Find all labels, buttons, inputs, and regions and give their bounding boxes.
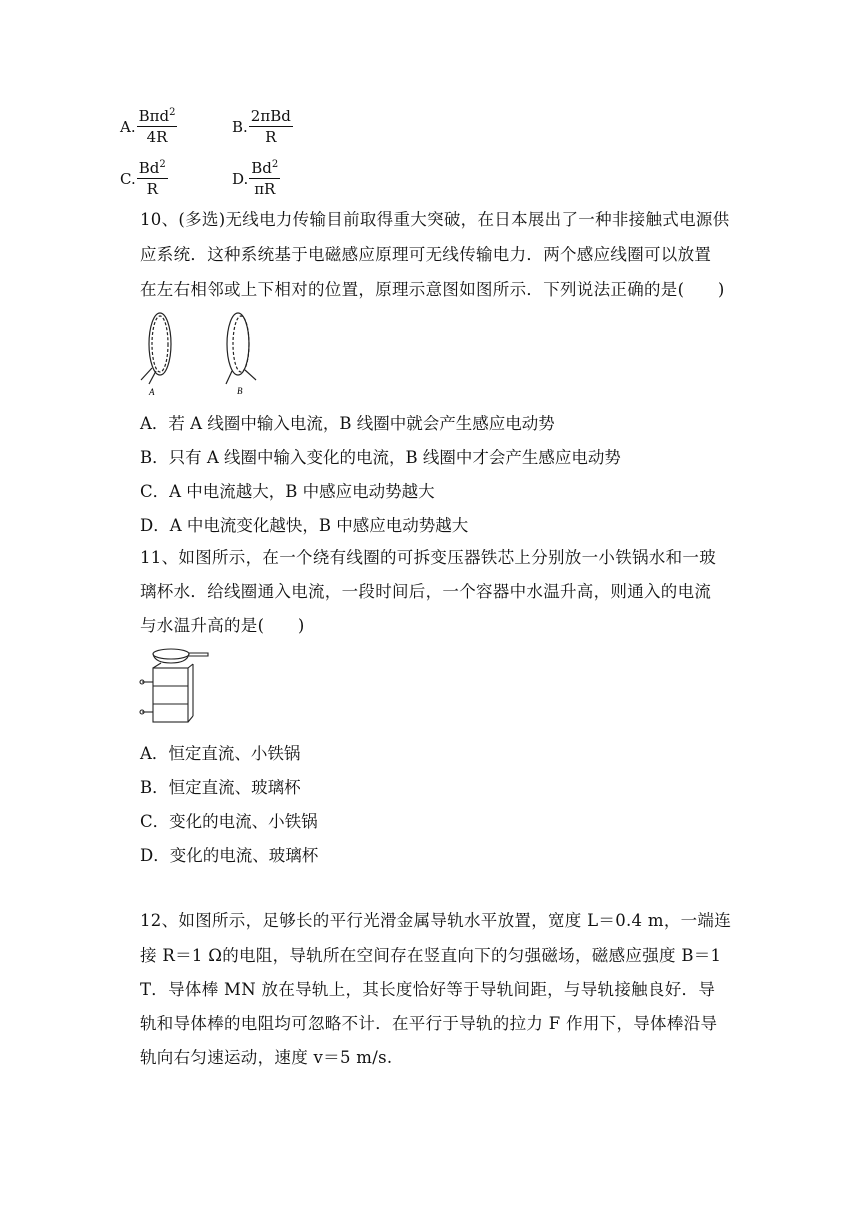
- q12-stem-line: 轨向右匀速运动，速度 v＝5 m/s.: [140, 1048, 393, 1067]
- fraction: [249, 158, 280, 199]
- q10-stem-line: 在左右相邻或上下相对的位置，原理示意图如图所示．下列说法正确的是( ): [140, 280, 725, 299]
- coil-b-label: B: [237, 386, 243, 396]
- coil-a-label: A: [149, 387, 155, 397]
- q12-stem-line: 接 R＝1 Ω的电阻，导轨所在空间存在竖直向下的匀强磁场，磁感应强度 B＝1: [140, 946, 722, 965]
- coil-a: [141, 313, 171, 384]
- q10-option: C．A 中电流越大，B 中感应电动势越大: [140, 482, 435, 501]
- option-letter: B.: [232, 117, 248, 136]
- q11-option: A．恒定直流、小铁锅: [140, 744, 301, 763]
- q10-stem-line: 10、(多选)无线电力传输目前取得重大突破，在日本展出了一种非接触式电源供: [140, 210, 730, 229]
- q9-option-c: [120, 158, 168, 199]
- iron-core: [153, 668, 188, 722]
- coil-b: [226, 313, 256, 384]
- numerator: Bd$^2$: [251, 159, 279, 177]
- option-letter: A.: [120, 117, 136, 136]
- q11-option: C．变化的电流、小铁锅: [140, 812, 318, 831]
- pot-rim: [153, 649, 189, 659]
- q9-option-a: [120, 106, 177, 147]
- fraction: [249, 106, 293, 147]
- q10-option: D．A 中电流变化越快，B 中感应电动势越大: [140, 516, 469, 535]
- q11-stem-line: 11、如图所示，在一个绕有线圈的可拆变压器铁芯上分别放一小铁锅水和一玻: [140, 548, 716, 567]
- fraction: [137, 106, 178, 147]
- option-letter: C.: [120, 169, 136, 188]
- denominator: 4R: [146, 128, 168, 146]
- numerator: 2πBd: [250, 107, 291, 125]
- denominator: πR: [254, 180, 276, 198]
- q9-option-d: [232, 158, 280, 199]
- q11-stem-line: 与水温升高的是( ): [140, 616, 305, 635]
- numerator: Bπd$^2$: [138, 107, 176, 125]
- q12-stem-line: T．导体棒 MN 放在导轨上，其长度恰好等于导轨间距，与导轨接触良好．导: [140, 980, 716, 999]
- pot-handle: [189, 653, 208, 656]
- numerator: Bd$^2$: [138, 159, 166, 177]
- q10-option: A．若 A 线圈中输入电流，B 线圈中就会产生感应电动势: [140, 414, 555, 433]
- q12-stem-line: 轨和导体棒的电阻均可忽略不计．在平行于导轨的拉力 F 作用下，导体棒沿导: [140, 1014, 718, 1033]
- q11-option: D．变化的电流、玻璃杯: [140, 846, 319, 865]
- denominator: R: [265, 128, 277, 146]
- q12-stem-line: 12、如图所示，足够长的平行光滑金属导轨水平放置，宽度 L＝0.4 m，一端连: [140, 911, 732, 930]
- denominator: R: [146, 180, 158, 198]
- q11-transformer-figure: [138, 644, 218, 726]
- option-letter: D.: [232, 169, 249, 188]
- q11-stem-line: 璃杯水．给线圈通入电流，一段时间后，一个容器中水温升高，则通入的电流: [140, 582, 712, 601]
- q10-stem-line: 应系统．这种系统基于电磁感应原理可无线传输电力．两个感应线圈可以放置: [140, 245, 712, 264]
- q11-option: B．恒定直流、玻璃杯: [140, 778, 301, 797]
- q10-option: B．只有 A 线圈中输入变化的电流，B 线圈中才会产生感应电动势: [140, 448, 621, 467]
- q9-option-b: [232, 106, 293, 147]
- fraction: [137, 158, 168, 199]
- q10-coils-figure: [138, 308, 278, 400]
